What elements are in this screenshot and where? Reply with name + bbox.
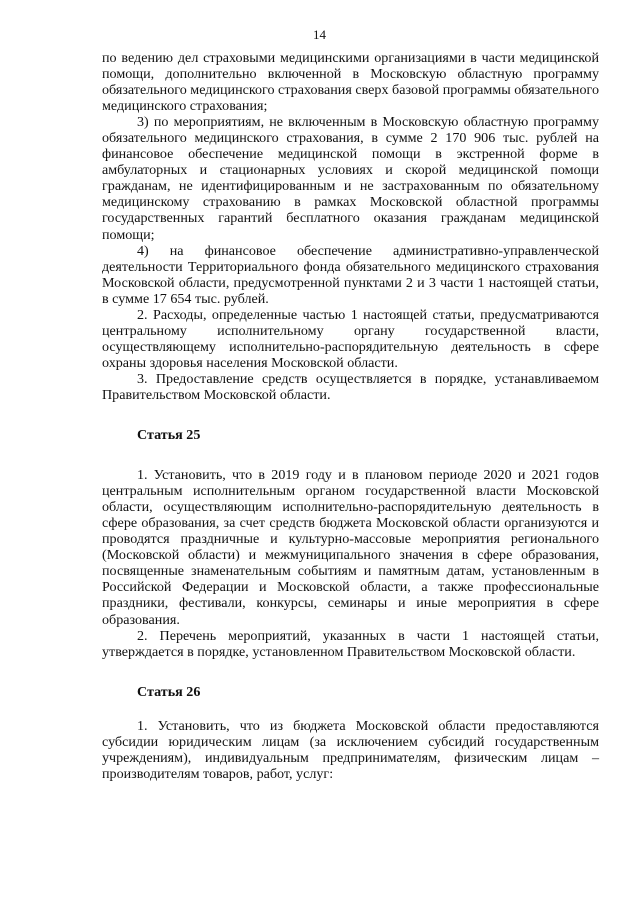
article-25-part-2: 2. Перечень мероприятий, указанных в части 1 настоящей статьи, утверждается в порядке, установленном Правительством Московской области. (102, 627, 599, 660)
paragraph-part-2: 2. Расходы, определенные частью 1 настоящей статьи, предусматриваются центральному исполнительному органу государственной власти, осуществляющему исполнительно-распорядительную деятельность в сфере охраны здоровья населения Московской области. (102, 306, 599, 371)
article-26-heading: Статья 26 (137, 683, 201, 700)
article-26-part-1: 1. Установить, что из бюджета Московской области предоставляются субсидии юридическим лицам (за исключением субсидий государственным учреждениям), индивидуальным предпринимателям, физическим лицам – производителям товаров, работ, услуг: (102, 717, 599, 782)
document-body (102, 50, 599, 782)
page-number: 14 (313, 27, 326, 42)
article-25-part-1: 1. Установить, что в 2019 году и в плановом периоде 2020 и 2021 годов центральным исполнительным органом государственной власти Московской области, осуществляющим исполнительно-распорядительную деятельность в сфере образования, за счет средств бюджета Московской области организуются и проводятся праздничные и культурно-массовые мероприятия регионального (Московской области) и межмуниципального значения в сфере образования, посвященные знаменательным событиям и памятным датам, установленным в Российской Федерации и Московской области, а также профессиональные праздники, фестивали, конкурсы, семинары и иные мероприятия в сфере образования. (102, 467, 599, 628)
paragraph-item-4: 4) на финансовое обеспечение административно-управленческой деятельности Территориального фонда обязательного медицинского страхования Московской области, предусмотренной пунктами 2 и 3 части 1 настоящей статьи, в сумме 17 654 тыс. рублей. (102, 242, 599, 307)
paragraph-continuation: по ведению дел страховыми медицинскими организациями в части медицинской помощи, дополнительно включенной в Московскую областную программу обязательного медицинского страхования сверх базовой программы обязательного медицинского страхования; (102, 50, 599, 115)
paragraph-part-3: 3. Предоставление средств осуществляется в порядке, устанавливаемом Правительством Московской области. (102, 370, 599, 403)
article-25-heading: Статья 25 (137, 427, 201, 444)
paragraph-item-3: 3) по мероприятиям, не включенным в Московскую областную программу обязательного медицинского страхования, в сумме 2 170 906 тыс. рублей на финансовое обеспечение медицинской помощи в экстренной форме в амбулаторных и стационарных условиях и скорой медицинской помощи гражданам, не идентифицированным и не застрахованным по обязательному медицинскому страхованию в рамках Московской областной программы государственных гарантий бесплатного оказания гражданам медицинской помощи; (102, 114, 599, 243)
